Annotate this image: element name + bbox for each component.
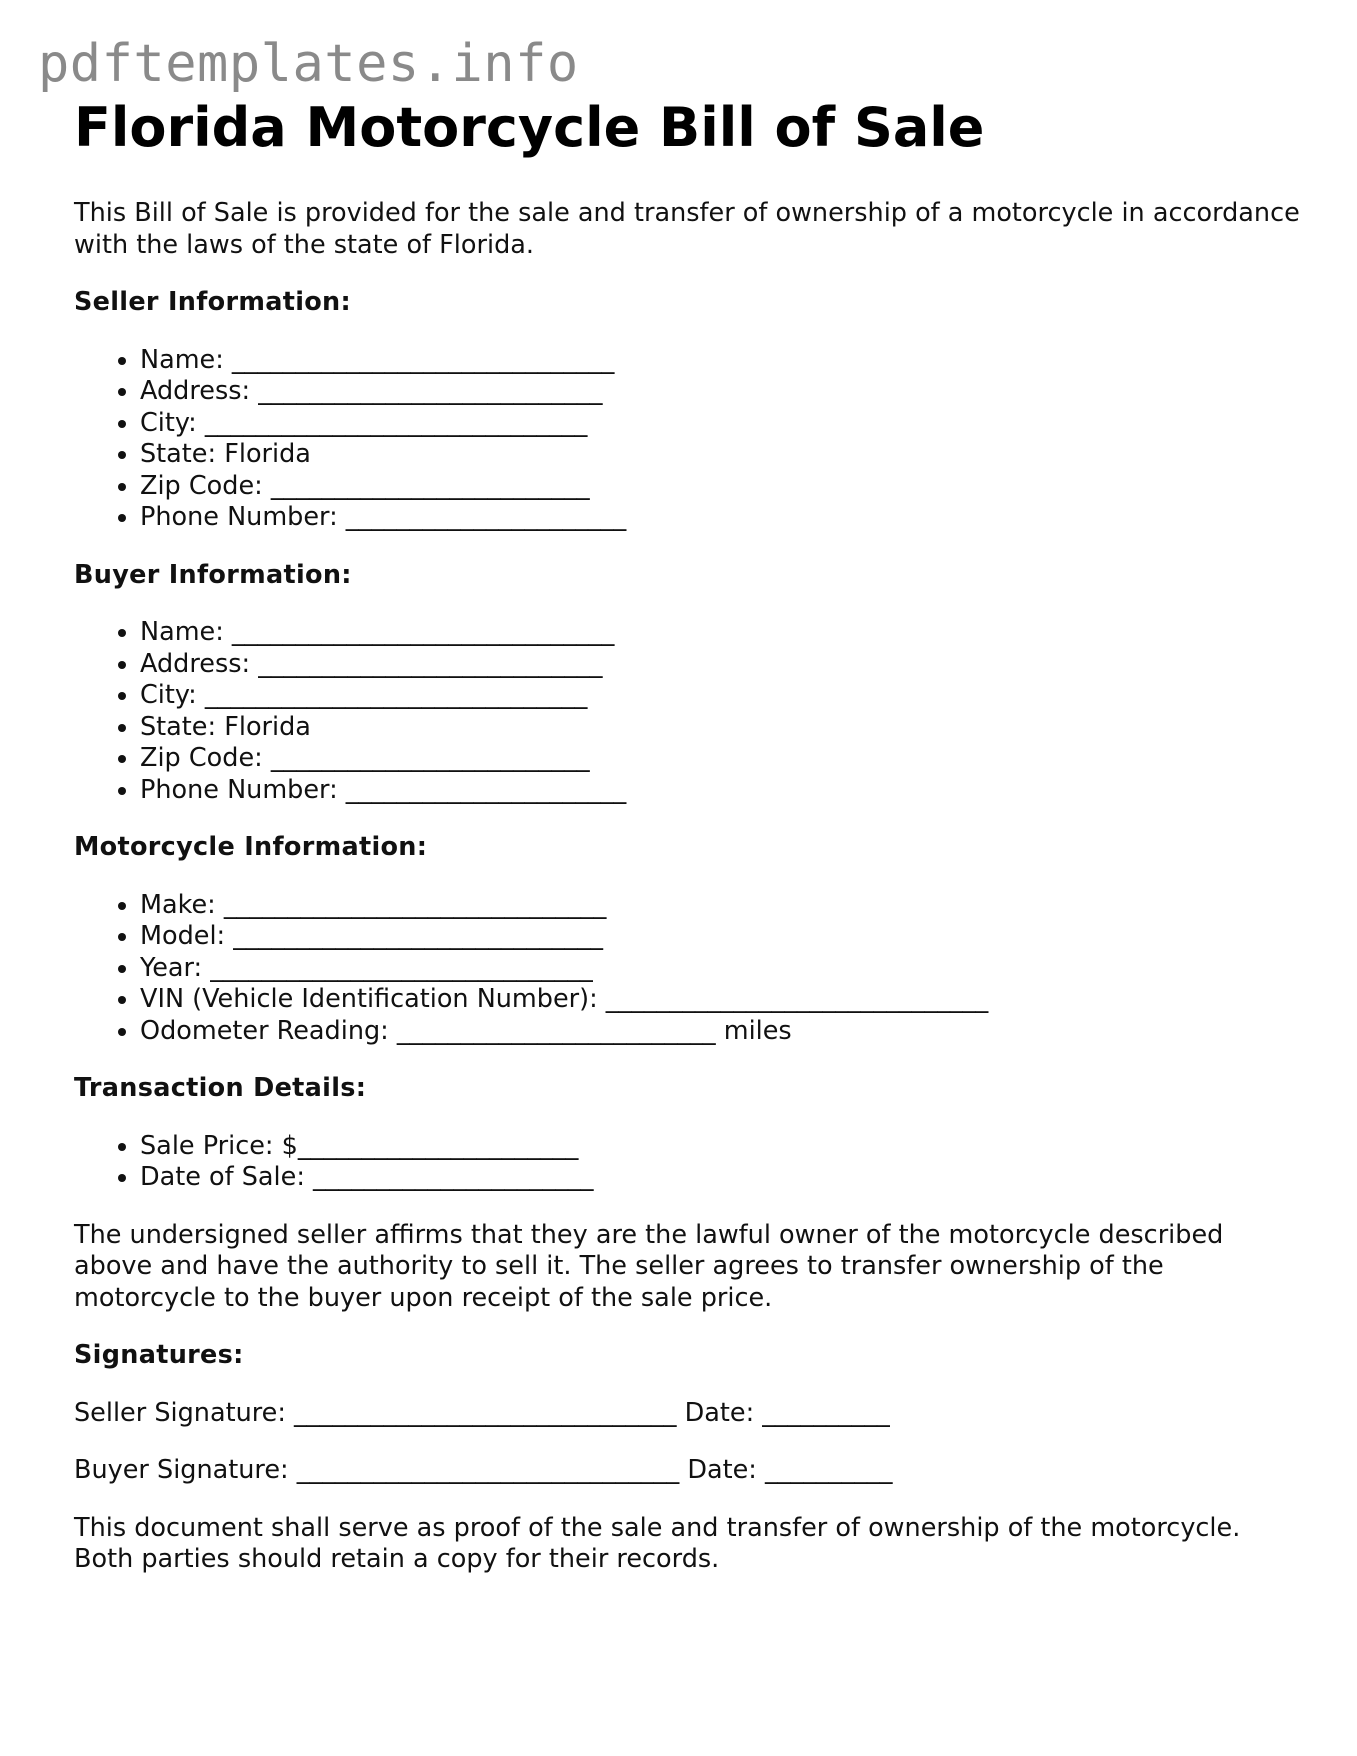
page-title: Florida Motorcycle Bill of Sale: [74, 96, 985, 159]
buyer-zip-field[interactable]: • Zip Code: _________________________: [140, 743, 1304, 775]
seller-info-list: [74, 345, 1304, 534]
buyer-phone-field[interactable]: • Phone Number: ______________________: [140, 775, 1304, 807]
motorcycle-info-list: [74, 890, 1304, 1048]
buyer-name-field[interactable]: • Name: ______________________________: [140, 617, 1304, 649]
motorcycle-model-field[interactable]: • Model: _____________________________: [140, 921, 1304, 953]
affirmation-paragraph: The undersigned seller affirms that they are the lawful owner of the motorcycle described above and have the authority to sell it. The seller agrees to transfer ownership of the motorcycle to the buyer upon receipt of the sale price.: [74, 1219, 1224, 1313]
closing-paragraph: This document shall serve as proof of the sale and transfer of ownership of the motorcycle. Both parties should retain a copy for their records.: [74, 1512, 1241, 1574]
motorcycle-vin-field[interactable]: • VIN (Vehicle Identification Number): ______________________________: [140, 984, 1304, 1016]
seller-state-field: • State: Florida: [140, 439, 1304, 471]
motorcycle-section-heading: Motorcycle Information:: [74, 832, 428, 862]
buyer-state-field: • State: Florida: [140, 712, 1304, 744]
seller-zip-field[interactable]: • Zip Code: _________________________: [140, 471, 1304, 503]
motorcycle-make-field[interactable]: • Make: ______________________________: [140, 890, 1304, 922]
motorcycle-year-field[interactable]: • Year: ______________________________: [140, 953, 1304, 985]
buyer-address-field[interactable]: • Address: ___________________________: [140, 649, 1304, 681]
intro-paragraph: This Bill of Sale is provided for the sale and transfer of ownership of a motorcycle in accordance with the laws of the state of Florida.: [74, 198, 1300, 260]
buyer-signature-line[interactable]: Buyer Signature: ______________________________ Date: __________: [74, 1455, 893, 1485]
sale-price-field[interactable]: • Sale Price: $______________________: [140, 1131, 1304, 1163]
seller-address-field[interactable]: • Address: ___________________________: [140, 376, 1304, 408]
seller-city-field[interactable]: • City: ______________________________: [140, 408, 1304, 440]
transaction-section-heading: Transaction Details:: [74, 1073, 367, 1103]
buyer-info-list: [74, 617, 1304, 806]
motorcycle-odometer-field[interactable]: • Odometer Reading: _________________________ miles: [140, 1016, 1304, 1048]
buyer-section-heading: Buyer Information:: [74, 559, 352, 590]
seller-name-field[interactable]: • Name: ______________________________: [140, 345, 1304, 377]
seller-section-heading: Seller Information:: [74, 287, 351, 317]
seller-signature-line[interactable]: Seller Signature: ______________________________ Date: __________: [74, 1397, 890, 1428]
document-body: [74, 96, 1304, 1576]
buyer-city-field[interactable]: • City: ______________________________: [140, 680, 1304, 712]
sale-date-field[interactable]: • Date of Sale: ______________________: [140, 1162, 1304, 1194]
seller-phone-field[interactable]: • Phone Number: ______________________: [140, 502, 1304, 534]
transaction-info-list: [74, 1131, 1304, 1194]
signatures-section-heading: Signatures:: [74, 1340, 244, 1370]
watermark-text: pdftemplates.info: [38, 34, 579, 94]
